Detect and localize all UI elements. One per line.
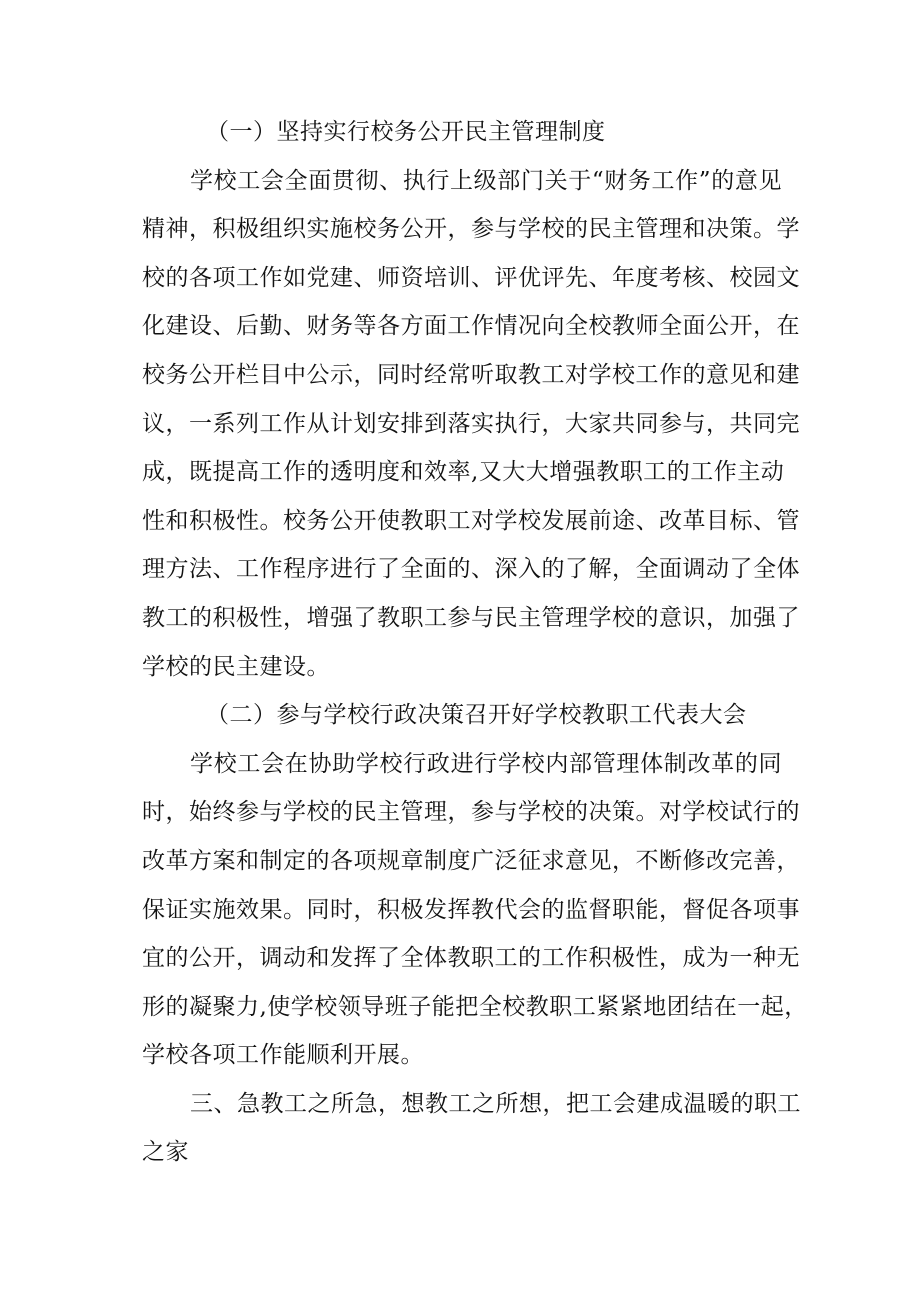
paragraph-line: 改革方案和制定的各项规章制度广泛征求意见，不断修改完善，	[142, 847, 800, 874]
section-heading-1: （一）坚持实行校务公开民主管理制度	[206, 119, 606, 145]
paragraph-2	[142, 740, 808, 1080]
paragraph-line: 精神，积极组织实施校务公开，参与学校的民主管理和决策。学	[142, 216, 800, 243]
paragraph-line: 校的各项工作如党建、师资培训、评优评先、年度考核、校园文	[142, 264, 800, 291]
paragraph-line: 成，既提高工作的透明度和效率,又大大增强教职工的工作主动	[142, 459, 785, 486]
paragraph-line: 性和积极性。校务公开使教职工对学校发展前途、改革目标、管	[142, 507, 800, 534]
paragraph-line: 学校各项工作能顺利开展。	[142, 1042, 424, 1069]
document-body	[142, 108, 808, 1177]
section-heading-2: （二）参与学校行政决策召开好学校教职工代表大会	[206, 702, 747, 729]
paragraph-line: 学校工会全面贯彻、执行上级部门关于“财务工作”的意见	[190, 167, 782, 194]
paragraph-line: 教工的积极性，增强了教职工参与民主管理学校的意识，加强了	[142, 604, 800, 631]
paragraph-line: 化建设、后勤、财务等各方面工作情况向全校教师全面公开，在	[142, 313, 800, 340]
paragraph-line: 时，始终参与学校的民主管理，参与学校的决策。对学校试行的	[142, 799, 800, 826]
paragraph-line: 形的凝聚力,使学校领导班子能把全校教职工紧紧地团结在一起，	[142, 993, 808, 1020]
paragraph-line: 保证实施效果。同时，积极发挥教代会的监督职能，督促各项事	[142, 896, 800, 923]
paragraph-1	[142, 157, 800, 692]
paragraph-line: 学校工会在协助学校行政进行学校内部管理体制改革的同	[190, 750, 782, 777]
paragraph-line: 校务公开栏目中公示，同时经常听取教工对学校工作的意见和建	[142, 361, 800, 388]
paragraph-line: 学校的民主建设。	[142, 653, 330, 680]
paragraph-line: 议，一系列工作从计划安排到落实执行，大家共同参与，共同完	[142, 410, 800, 437]
paragraph-line: 之家	[142, 1139, 189, 1166]
paragraph-line: 理方法、工作程序进行了全面的、深入的了解，全面调动了全体	[142, 556, 800, 583]
section-heading-3	[142, 1080, 801, 1177]
paragraph-line: 三、急教工之所急，想教工之所想，把工会建成温暖的职工	[190, 1090, 801, 1117]
paragraph-line: 宜的公开，调动和发挥了全体教职工的工作积极性，成为一种无	[142, 945, 800, 972]
